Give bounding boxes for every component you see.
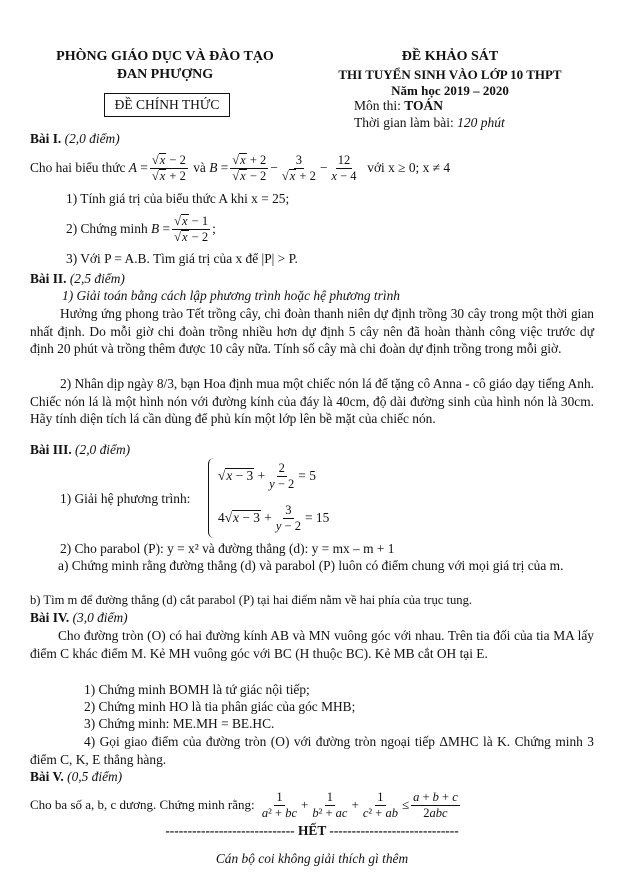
district-name: ĐAN PHƯỢNG <box>116 67 214 82</box>
expr-b-term1: $\frac{√x + 2}{√x - 2}$ <box>232 153 267 183</box>
bai3-heading <box>30 441 594 459</box>
bai2-title: Bài II. <box>30 271 67 286</box>
exam-subtitle: THI TUYỂN SINH VÀO LỚP 10 THPT <box>338 67 562 82</box>
bai2-problem1: Hưởng ứng phong trào Tết trồng cây, chi đoàn thanh niên dự định trồng 30 cây trong một thời gian nhất định. Do mỗi giờ chi đoàn trồng nhiều hơn dự định 5 cây nên đã hoàn thành công việc trước dự định 20 phút và trồng thêm được 10 cây nữa. Tính số cây mà chi đoàn dự định trồng trong mỗi giờ. <box>30 306 594 357</box>
bai1-q2: 2) Chứng minh B = $\frac{√x - 1}{√x - 2}$ ; <box>66 214 216 244</box>
bai1-q2-text: 2) Chứng minh <box>66 221 148 237</box>
time-label: Thời gian làm bài: <box>354 115 458 130</box>
bai4-intro: Cho đường tròn (O) có hai đường kính AB và MN vuông góc với nhau. Trên tia đối của tia MA lấy điểm C khác điểm M. Kẻ MH vuông góc với BC (H thuộc BC). Kẻ MB cắt OH tại E. <box>30 628 594 661</box>
bai1-heading <box>30 130 594 148</box>
bai1-expressions: Cho hai biểu thức A = $\frac{√x - 2}{√x + 2}$ và B = $\frac{√x + 2}{√x - 2}$ − $\frac{3}{√x + 2}$ − $\frac{12}{x - 4}$ với x ≥ 0; x ≠ 4 <box>30 153 451 183</box>
bai4-q1: 1) Chứng minh BOMH là tứ giác nội tiếp; <box>84 682 310 697</box>
system-eq1: √ x − 3 + $\frac{2}{y - 2}$ = 5 <box>218 461 316 491</box>
bai3-qa: a) Chứng minh rằng đường thẳng (d) và parabol (P) luôn có điểm chung với mọi giá trị của m. <box>58 558 564 573</box>
bai4-q2: 2) Chứng minh HO là tia phân giác của góc MHB; <box>84 699 356 714</box>
bai3-q1: 1) Giải hệ phương trình: <box>60 491 191 506</box>
expr-b-simplified: $\frac{√x - 1}{√x - 2}$ <box>174 214 209 244</box>
system-brace <box>208 458 217 538</box>
bai5-inequality: Cho ba số a, b, c dương. Chứng minh rằng: $\frac{1}{\text{a² + bc}}$ + $\frac{1}{\text{b² + ac}}$ + $\frac{1}{\text{c² + ab}}$ ≤ $\frac{a + b + c}{\text{2abc}}$ <box>30 790 458 820</box>
school-year: Năm học 2019 – 2020 <box>391 83 509 98</box>
bai2-problem2: 2) Nhân dịp ngày 8/3, bạn Hoa định mua một chiếc nón lá để tặng cô Anna - cô giáo dạy tiếng Anh. Chiếc nón lá là một hình nón với đường kính của đáy là 40cm, độ dài đường sinh của hình nón là 30cm. Hãy tính diện tích lá cần dùng để phủ kín một lớp lên bề mặt của chiếc nón. <box>30 376 594 427</box>
bai2-subtitle: 1) Giải toán bằng cách lập phương trình hoặc hệ phương trình <box>62 288 400 303</box>
department-name: PHÒNG GIÁO DỤC VÀ ĐÀO TẠO <box>56 49 274 64</box>
subject-label: Môn thi: <box>354 98 405 113</box>
bai1-q3: 3) Với P = A.B. Tìm giá trị của x để |P| > P. <box>66 251 298 266</box>
bai3-points: (2,0 điểm) <box>75 442 131 457</box>
end-marker: ----------------------------- HẾT ----------------------------- <box>165 823 459 838</box>
bai1-points: (2,0 điểm) <box>64 131 120 146</box>
bai1-title: Bài I. <box>30 131 62 146</box>
footer-note: Cán bộ coi không giải thích gì thêm <box>215 851 409 866</box>
bai3-title: Bài III. <box>30 442 72 457</box>
bai2-points: (2,5 điểm) <box>69 271 125 286</box>
bai2-heading <box>30 270 594 288</box>
system-eq2: 4√ x − 3 + $\frac{3}{y - 2}$ = 15 <box>218 503 330 533</box>
exam-title: ĐỀ KHẢO SÁT <box>401 49 499 64</box>
bai1-condition: với x ≥ 0; x ≠ 4 <box>367 160 451 176</box>
bai5-points: (0,5 điểm) <box>67 769 123 784</box>
subject-line <box>354 97 443 115</box>
bai4-points: (3,0 điểm) <box>72 610 128 625</box>
bai3-qb: b) Tìm m để đường thẳng (d) cắt parabol (P) tại hai điểm nằm về hai phía của trục tung. <box>30 593 473 607</box>
bai4-q4: 4) Gọi giao điểm của đường tròn (O) với đường tròn ngoại tiếp ΔMHC là K. Chứng minh 3 điểm C, K, E thẳng hàng. <box>30 734 594 767</box>
bai5-text: Cho ba số a, b, c dương. Chứng minh rằng: <box>30 797 255 813</box>
time-value: 120 phút <box>457 115 505 130</box>
expr-a: $\frac{√x - 2}{√x + 2}$ <box>151 153 186 183</box>
bai4-heading <box>30 609 594 627</box>
bai1-q1: 1) Tính giá trị của biểu thức A khi x = 25; <box>66 191 290 206</box>
bai4-title: Bài IV. <box>30 610 70 625</box>
bai3-q2: 2) Cho parabol (P): y = x² và đường thẳng (d): y = mx – m + 1 <box>60 541 395 556</box>
official-stamp-box: ĐỀ CHÍNH THỨC <box>104 93 230 117</box>
subject-value: TOÁN <box>404 98 444 113</box>
bai5-heading <box>30 768 594 786</box>
bai1-intro: Cho hai biểu thức <box>30 160 126 176</box>
bai4-q3: 3) Chứng minh: ME.MH = BE.HC. <box>84 716 275 731</box>
bai5-title: Bài V. <box>30 769 64 784</box>
